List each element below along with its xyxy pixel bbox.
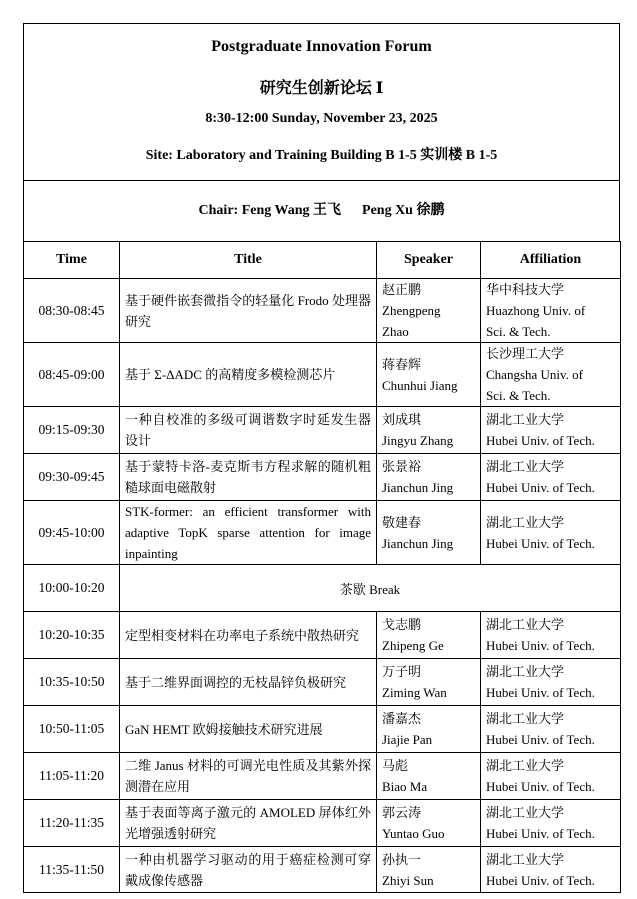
row-affiliation [481, 612, 621, 659]
row-title: 基于硬件嵌套微指令的轻量化 Frodo 处理器研究 [120, 279, 377, 343]
speaker-en: Jingyu Zhang [382, 433, 454, 448]
speaker-en: Jianchun Jing [382, 480, 454, 495]
table-row [24, 847, 621, 893]
row-speaker [377, 279, 481, 343]
affiliation-cn: 华中科技大学 [486, 282, 565, 297]
row-affiliation [481, 847, 621, 893]
row-time: 11:20-11:35 [24, 800, 120, 847]
row-time: 11:35-11:50 [24, 847, 120, 893]
break-row [24, 565, 621, 612]
col-time-header: Time [24, 242, 120, 279]
row-affiliation [481, 279, 621, 343]
row-title: 基于表面等离子激元的 AMOLED 屏体红外光增强透射研究 [120, 800, 377, 847]
chair1-en: Feng Wang [241, 203, 310, 218]
col-affiliation-header: Affiliation [481, 242, 621, 279]
affiliation-cn: 湖北工业大学 [486, 617, 565, 632]
row-title: 定型相变材料在功率电子系统中散热研究 [120, 612, 377, 659]
speaker-cn: 赵正鹏 [382, 282, 422, 297]
row-affiliation [481, 659, 621, 706]
table-row [24, 753, 621, 800]
row-speaker [377, 343, 481, 407]
program-header [23, 23, 620, 180]
affiliation-cn: 长沙理工大学 [486, 346, 565, 361]
table-header-row [24, 242, 621, 279]
affiliation-en: Changsha Univ. of [486, 367, 584, 382]
col-speaker-header: Speaker [377, 242, 481, 279]
affiliation-cn: 湖北工业大学 [486, 514, 565, 530]
row-title: 一种自校准的多级可调谐数字时延发生器设计 [120, 407, 377, 454]
speaker-en: Zhengpeng [382, 303, 441, 318]
chair-label: Chair: [198, 203, 239, 218]
row-speaker [377, 501, 481, 565]
row-speaker [377, 407, 481, 454]
row-speaker [377, 706, 481, 753]
speaker-en: Biao Ma [382, 779, 428, 794]
table-row [24, 501, 621, 565]
affiliation-en: Hubei Univ. of Tech. [486, 779, 595, 794]
chair1-cn: 王飞 [313, 203, 342, 218]
row-time: 10:00-10:20 [24, 565, 120, 612]
affiliation-cn: 湖北工业大学 [486, 851, 565, 867]
affiliation-en-cont: Sci. & Tech. [486, 388, 551, 403]
forum-datetime: 8:30-12:00 Sunday, November 23, 2025 [205, 111, 438, 126]
chair2-cn: 徐鹏 [416, 203, 445, 218]
speaker-cn: 敬建春 [382, 514, 422, 530]
row-affiliation [481, 454, 621, 501]
affiliation-cn: 湖北工业大学 [486, 412, 565, 427]
speaker-cn: 张景裕 [382, 459, 422, 474]
affiliation-en: Hubei Univ. of Tech. [486, 535, 595, 551]
row-title: 基于 Σ-ΔADC 的高精度多模检测芯片 [120, 343, 377, 407]
speaker-en: Chunhui Jiang [382, 377, 458, 393]
forum-title-cn: 研究生创新论坛 Ⅰ [259, 80, 384, 97]
row-title: 基于二维界面调控的无枝晶锌负极研究 [120, 659, 377, 706]
speaker-cn: 戈志鹏 [382, 617, 422, 632]
row-time: 10:50-11:05 [24, 706, 120, 753]
speaker-cn: 刘成琪 [382, 412, 422, 427]
row-title: 一种由机器学习驱动的用于癌症检测可穿戴成像传感器 [120, 847, 377, 893]
speaker-cn: 郭云涛 [382, 805, 422, 820]
row-affiliation [481, 343, 621, 407]
row-time: 09:30-09:45 [24, 454, 120, 501]
table-row [24, 343, 621, 407]
table-row [24, 454, 621, 501]
chair-row [23, 180, 620, 241]
speaker-en: Ziming Wan [382, 685, 447, 700]
forum-site: Site: Laboratory and Training Building B 1-5 实训楼 B 1-5 [145, 148, 498, 163]
row-speaker [377, 454, 481, 501]
row-title: 基于蒙特卡洛-麦克斯韦方程求解的随机粗糙球面电磁散射 [120, 454, 377, 501]
affiliation-en: Huazhong Univ. of [486, 303, 586, 318]
row-time: 09:45-10:00 [24, 501, 120, 565]
row-speaker [377, 659, 481, 706]
speaker-cn: 万子明 [382, 664, 422, 679]
affiliation-en: Hubei Univ. of Tech. [486, 685, 595, 700]
row-affiliation [481, 501, 621, 565]
table-row [24, 706, 621, 753]
row-affiliation [481, 800, 621, 847]
speaker-en: Yuntao Guo [382, 826, 445, 841]
row-time: 10:20-10:35 [24, 612, 120, 659]
affiliation-en: Hubei Univ. of Tech. [486, 433, 595, 448]
break-label: 茶歇 Break [120, 565, 621, 612]
row-speaker [377, 612, 481, 659]
row-time: 11:05-11:20 [24, 753, 120, 800]
speaker-cn: 马彪 [382, 758, 409, 773]
speaker-en: Jianchun Jing [382, 535, 454, 551]
affiliation-en: Hubei Univ. of Tech. [486, 732, 595, 747]
row-time: 08:30-08:45 [24, 279, 120, 343]
speaker-cn: 蒋春辉 [382, 356, 422, 372]
affiliation-cn: 湖北工业大学 [486, 758, 565, 773]
affiliation-cn: 湖北工业大学 [486, 805, 565, 820]
affiliation-en: Hubei Univ. of Tech. [486, 480, 595, 495]
affiliation-cn: 湖北工业大学 [486, 664, 565, 679]
speaker-cn: 潘嘉杰 [382, 711, 422, 726]
table-row [24, 800, 621, 847]
row-speaker [377, 753, 481, 800]
row-affiliation [481, 706, 621, 753]
row-title: 二维 Janus 材料的可调光电性质及其紫外探测潜在应用 [120, 753, 377, 800]
affiliation-en: Hubei Univ. of Tech. [486, 638, 595, 653]
speaker-en: Zhiyi Sun [382, 872, 434, 888]
row-affiliation [481, 407, 621, 454]
affiliation-cn: 湖北工业大学 [486, 711, 565, 726]
row-title: STK-former: an efficient transformer with adaptive TopK sparse attention for image inpainting [120, 501, 377, 565]
affiliation-cn: 湖北工业大学 [486, 459, 565, 474]
table-row [24, 612, 621, 659]
row-affiliation [481, 753, 621, 800]
table-row [24, 659, 621, 706]
speaker-en-cont: Zhao [382, 324, 409, 339]
affiliation-en: Hubei Univ. of Tech. [486, 826, 595, 841]
affiliation-en: Hubei Univ. of Tech. [486, 872, 595, 888]
col-title-header: Title [120, 242, 377, 279]
table-row [24, 407, 621, 454]
row-time: 10:35-10:50 [24, 659, 120, 706]
row-title: GaN HEMT 欧姆接触技术研究进展 [120, 706, 377, 753]
row-time: 08:45-09:00 [24, 343, 120, 407]
forum-title: Postgraduate Innovation Forum [211, 38, 432, 55]
schedule-table [23, 241, 621, 893]
program-page [23, 23, 620, 893]
speaker-en: Jiajie Pan [382, 732, 433, 747]
speaker-en: Zhipeng Ge [382, 638, 444, 653]
table-row [24, 279, 621, 343]
row-speaker [377, 847, 481, 893]
row-speaker [377, 800, 481, 847]
chair2-en: Peng Xu [362, 203, 413, 218]
speaker-cn: 孙执一 [382, 851, 422, 867]
affiliation-en-cont: Sci. & Tech. [486, 324, 551, 339]
row-time: 09:15-09:30 [24, 407, 120, 454]
